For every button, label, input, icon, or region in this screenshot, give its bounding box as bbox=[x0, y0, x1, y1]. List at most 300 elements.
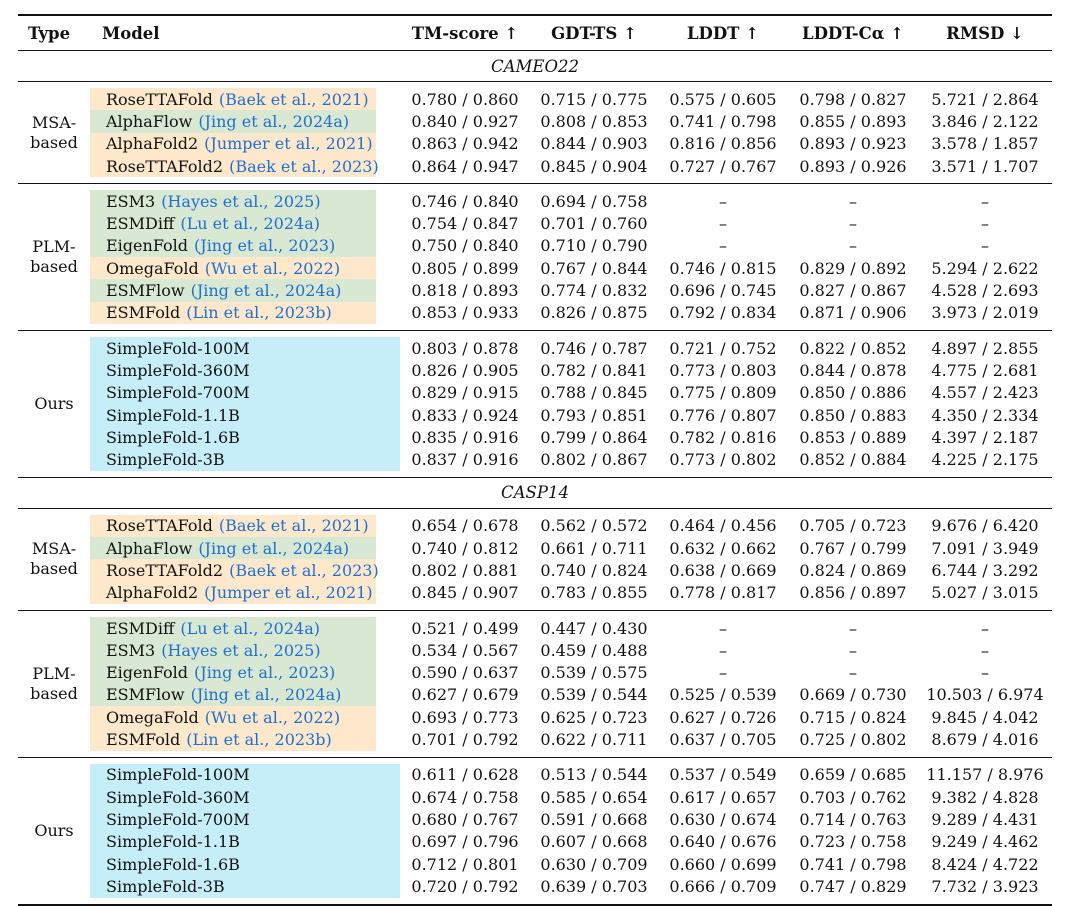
model-cell bbox=[90, 764, 400, 786]
lddt-cell: – bbox=[719, 663, 727, 683]
citation-link[interactable]: (Baek et al., 2023) bbox=[229, 560, 379, 580]
citation-link[interactable]: (Wu et al., 2022) bbox=[204, 258, 341, 278]
table-row bbox=[18, 426, 1052, 448]
group-type-label: Ours bbox=[34, 393, 74, 413]
table-row bbox=[18, 279, 1052, 301]
gdt-ts-cell: 0.694 / 0.758 bbox=[540, 191, 648, 211]
citation-link[interactable]: (Lu et al., 2024a) bbox=[180, 618, 320, 638]
lddt-cell: – bbox=[719, 191, 727, 211]
tm-score-cell: 0.534 / 0.567 bbox=[411, 640, 519, 660]
tm-score-cell: 0.864 / 0.947 bbox=[411, 156, 519, 176]
citation-link[interactable]: (Jing et al., 2024a) bbox=[198, 538, 350, 558]
table-row bbox=[18, 515, 1052, 537]
rmsd-cell: – bbox=[981, 640, 989, 660]
lddt-ca-cell: 0.714 / 0.763 bbox=[799, 809, 907, 829]
rmsd-cell: 3.578 / 1.857 bbox=[931, 134, 1039, 154]
model-name: SimpleFold-3B bbox=[106, 876, 225, 896]
model-cell bbox=[90, 706, 376, 728]
model-name: SimpleFold-360M bbox=[106, 360, 250, 380]
model-cell bbox=[90, 302, 376, 324]
table-row bbox=[18, 808, 1052, 830]
gdt-ts-cell: 0.782 / 0.841 bbox=[540, 360, 648, 380]
model-name: SimpleFold-700M bbox=[106, 809, 250, 829]
lddt-ca-cell: 0.844 / 0.878 bbox=[799, 360, 907, 380]
rmsd-cell: 3.846 / 2.122 bbox=[931, 111, 1039, 131]
rmsd-cell: 11.157 / 8.976 bbox=[926, 765, 1044, 785]
table-row bbox=[18, 684, 1052, 706]
tm-score-cell: 0.853 / 0.933 bbox=[411, 303, 519, 323]
citation-link[interactable]: (Baek et al., 2021) bbox=[218, 516, 369, 536]
table-row bbox=[18, 155, 1052, 177]
gdt-ts-cell: 0.793 / 0.851 bbox=[540, 405, 648, 425]
tm-score-cell: 0.590 / 0.637 bbox=[411, 663, 519, 683]
lddt-ca-cell: – bbox=[849, 663, 857, 683]
tm-score-cell: 0.750 / 0.840 bbox=[411, 236, 519, 256]
tm-score-cell: 0.611 / 0.628 bbox=[411, 765, 519, 785]
model-cell bbox=[90, 448, 400, 470]
table-row bbox=[18, 639, 1052, 661]
lddt-cell: 0.464 / 0.456 bbox=[669, 516, 777, 536]
table-row bbox=[18, 786, 1052, 808]
tm-score-cell: 0.837 / 0.916 bbox=[411, 450, 519, 470]
lddt-ca-cell: – bbox=[849, 640, 857, 660]
lddt-cell: 0.816 / 0.856 bbox=[669, 134, 777, 154]
tm-score-cell: 0.720 / 0.792 bbox=[411, 876, 519, 896]
gdt-ts-cell: 0.767 / 0.844 bbox=[540, 258, 648, 278]
citation-link[interactable]: (Jing et al., 2024a) bbox=[190, 685, 342, 705]
model-name: RoseTTAFold bbox=[106, 516, 213, 536]
lddt-ca-cell: 0.827 / 0.867 bbox=[799, 281, 907, 301]
row-group bbox=[18, 184, 1052, 330]
header-row bbox=[18, 16, 1052, 50]
model-name: SimpleFold-100M bbox=[106, 765, 250, 785]
lddt-ca-cell: – bbox=[849, 618, 857, 638]
lddt-cell: 0.778 / 0.817 bbox=[669, 583, 777, 603]
gdt-ts-cell: 0.591 / 0.668 bbox=[540, 809, 648, 829]
lddt-ca-cell: 0.822 / 0.852 bbox=[799, 338, 907, 358]
tm-score-cell: 0.701 / 0.792 bbox=[411, 730, 519, 750]
row-group bbox=[18, 509, 1052, 610]
citation-link[interactable]: (Baek et al., 2023) bbox=[229, 156, 379, 176]
model-name: OmegaFold bbox=[106, 707, 199, 727]
rmsd-cell: 6.744 / 3.292 bbox=[931, 560, 1039, 580]
lddt-ca-cell: 0.853 / 0.889 bbox=[799, 427, 907, 447]
table-row bbox=[18, 382, 1052, 404]
lddt-cell: 0.617 / 0.657 bbox=[669, 787, 777, 807]
gdt-ts-cell: 0.539 / 0.575 bbox=[540, 663, 648, 683]
gdt-ts-cell: 0.799 / 0.864 bbox=[540, 427, 648, 447]
lddt-cell: 0.721 / 0.752 bbox=[669, 338, 777, 358]
rmsd-cell: 9.289 / 4.431 bbox=[931, 809, 1039, 829]
lddt-ca-cell: – bbox=[849, 214, 857, 234]
tm-score-cell: 0.754 / 0.847 bbox=[411, 214, 519, 234]
model-name: AlphaFlow bbox=[106, 111, 193, 131]
citation-link[interactable]: (Jumper et al., 2021) bbox=[204, 583, 373, 603]
row-group bbox=[18, 331, 1052, 477]
lddt-ca-cell: 0.747 / 0.829 bbox=[799, 876, 907, 896]
tm-score-cell: 0.746 / 0.840 bbox=[411, 191, 519, 211]
table-row bbox=[18, 302, 1052, 324]
lddt-ca-cell: – bbox=[849, 236, 857, 256]
model-cell bbox=[90, 88, 376, 110]
table-row bbox=[18, 448, 1052, 470]
citation-link[interactable]: (Hayes et al., 2025) bbox=[161, 191, 321, 211]
gdt-ts-cell: 0.715 / 0.775 bbox=[540, 89, 648, 109]
gdt-ts-cell: 0.447 / 0.430 bbox=[540, 618, 648, 638]
tm-score-cell: 0.845 / 0.907 bbox=[411, 583, 519, 603]
model-cell bbox=[90, 382, 400, 404]
header-rmsd: RMSD ↓ bbox=[946, 23, 1024, 43]
gdt-ts-cell: 0.844 / 0.903 bbox=[540, 134, 648, 154]
model-cell bbox=[90, 190, 376, 212]
model-name: ESMDiff bbox=[106, 618, 175, 638]
header-lddt: LDDT ↑ bbox=[686, 23, 760, 43]
row-group bbox=[18, 82, 1052, 183]
rmsd-cell: 4.897 / 2.855 bbox=[931, 338, 1039, 358]
lddt-cell: 0.776 / 0.807 bbox=[669, 405, 777, 425]
citation-link[interactable]: (Jing et al., 2024a) bbox=[190, 281, 342, 301]
lddt-cell: 0.727 / 0.767 bbox=[669, 156, 777, 176]
table-row bbox=[18, 559, 1052, 581]
model-cell bbox=[90, 786, 400, 808]
tm-score-cell: 0.833 / 0.924 bbox=[411, 405, 519, 425]
model-cell bbox=[90, 559, 379, 581]
table-row bbox=[18, 257, 1052, 279]
header-gdt-ts: GDT-TS ↑ bbox=[551, 23, 637, 43]
model-name: SimpleFold-1.1B bbox=[106, 405, 240, 425]
lddt-ca-cell: 0.659 / 0.685 bbox=[799, 765, 907, 785]
tm-score-cell: 0.802 / 0.881 bbox=[411, 560, 519, 580]
header-tm-score: TM-score ↑ bbox=[411, 23, 519, 43]
tm-score-cell: 0.693 / 0.773 bbox=[411, 707, 519, 727]
rmsd-cell: 9.845 / 4.042 bbox=[931, 707, 1039, 727]
rmsd-cell: 4.557 / 2.423 bbox=[931, 383, 1039, 403]
table-row bbox=[18, 337, 1052, 359]
tm-score-cell: 0.740 / 0.812 bbox=[411, 538, 519, 558]
row-group bbox=[18, 758, 1052, 904]
model-cell bbox=[90, 617, 376, 639]
results-table bbox=[18, 14, 1052, 906]
gdt-ts-cell: 0.788 / 0.845 bbox=[540, 383, 648, 403]
group-type-label: MSA- based bbox=[30, 539, 78, 579]
header-lddt-ca: LDDT-Cα ↑ bbox=[801, 23, 904, 43]
table-row bbox=[18, 235, 1052, 257]
lddt-ca-cell: 0.871 / 0.906 bbox=[799, 303, 907, 323]
model-name: ESMFlow bbox=[106, 281, 185, 301]
rmsd-cell: – bbox=[981, 236, 989, 256]
lddt-cell: 0.630 / 0.674 bbox=[669, 809, 777, 829]
lddt-cell: 0.627 / 0.726 bbox=[669, 707, 777, 727]
tm-score-cell: 0.840 / 0.927 bbox=[411, 111, 519, 131]
lddt-ca-cell: 0.893 / 0.923 bbox=[799, 134, 907, 154]
lddt-cell: – bbox=[719, 236, 727, 256]
group-type-label: PLM- based bbox=[30, 663, 78, 703]
model-name: SimpleFold-1.1B bbox=[106, 832, 240, 852]
table-row bbox=[18, 190, 1052, 212]
citation-link[interactable]: (Wu et al., 2022) bbox=[204, 707, 341, 727]
table-row bbox=[18, 706, 1052, 728]
model-name: ESMFold bbox=[106, 730, 181, 750]
model-name: SimpleFold-1.6B bbox=[106, 854, 240, 874]
lddt-cell: – bbox=[719, 214, 727, 234]
gdt-ts-cell: 0.639 / 0.703 bbox=[540, 876, 648, 896]
tm-score-cell: 0.803 / 0.878 bbox=[411, 338, 519, 358]
lddt-ca-cell: 0.705 / 0.723 bbox=[799, 516, 907, 536]
lddt-ca-cell: 0.893 / 0.926 bbox=[799, 156, 907, 176]
gdt-ts-cell: 0.562 / 0.572 bbox=[540, 516, 648, 536]
model-name: EigenFold bbox=[106, 236, 189, 256]
model-cell bbox=[90, 582, 376, 604]
gdt-ts-cell: 0.746 / 0.787 bbox=[540, 338, 648, 358]
model-name: SimpleFold-1.6B bbox=[106, 427, 240, 447]
table-row bbox=[18, 582, 1052, 604]
lddt-ca-cell: 0.852 / 0.884 bbox=[799, 450, 907, 470]
lddt-ca-cell: 0.824 / 0.869 bbox=[799, 560, 907, 580]
model-cell bbox=[90, 515, 376, 537]
model-name: SimpleFold-3B bbox=[106, 450, 225, 470]
tm-score-cell: 0.805 / 0.899 bbox=[411, 258, 519, 278]
rmsd-cell: 8.424 / 4.722 bbox=[931, 854, 1039, 874]
lddt-ca-cell: 0.715 / 0.824 bbox=[799, 707, 907, 727]
rmsd-cell: 7.091 / 3.949 bbox=[931, 538, 1039, 558]
table-row bbox=[18, 88, 1052, 110]
model-name: SimpleFold-700M bbox=[106, 383, 250, 403]
lddt-ca-cell: 0.703 / 0.762 bbox=[799, 787, 907, 807]
model-cell bbox=[90, 404, 400, 426]
rmsd-cell: 8.679 / 4.016 bbox=[931, 730, 1039, 750]
gdt-ts-cell: 0.513 / 0.544 bbox=[540, 765, 648, 785]
model-cell bbox=[90, 875, 400, 897]
lddt-cell: 0.746 / 0.815 bbox=[669, 258, 777, 278]
model-cell bbox=[90, 639, 376, 661]
tm-score-cell: 0.780 / 0.860 bbox=[411, 89, 519, 109]
lddt-cell: 0.782 / 0.816 bbox=[669, 427, 777, 447]
model-cell bbox=[90, 537, 376, 559]
gdt-ts-cell: 0.622 / 0.711 bbox=[540, 730, 648, 750]
model-name: ESMDiff bbox=[106, 214, 175, 234]
model-name: ESMFold bbox=[106, 303, 181, 323]
rmsd-cell: – bbox=[981, 191, 989, 211]
lddt-cell: 0.792 / 0.834 bbox=[669, 303, 777, 323]
model-name: SimpleFold-100M bbox=[106, 338, 250, 358]
table-row bbox=[18, 831, 1052, 853]
gdt-ts-cell: 0.539 / 0.544 bbox=[540, 685, 648, 705]
lddt-ca-cell: 0.850 / 0.883 bbox=[799, 405, 907, 425]
tm-score-cell: 0.818 / 0.893 bbox=[411, 281, 519, 301]
lddt-cell: 0.632 / 0.662 bbox=[669, 538, 777, 558]
table-row bbox=[18, 875, 1052, 897]
citation-link[interactable]: (Baek et al., 2021) bbox=[218, 89, 369, 109]
table-body bbox=[18, 51, 1052, 904]
rmsd-cell: – bbox=[981, 214, 989, 234]
rmsd-cell: – bbox=[981, 618, 989, 638]
citation-link[interactable]: (Jing et al., 2023) bbox=[194, 236, 336, 256]
tm-score-cell: 0.826 / 0.905 bbox=[411, 360, 519, 380]
lddt-ca-cell: 0.725 / 0.802 bbox=[799, 730, 907, 750]
gdt-ts-cell: 0.845 / 0.904 bbox=[540, 156, 648, 176]
lddt-cell: 0.773 / 0.803 bbox=[669, 360, 777, 380]
model-cell bbox=[90, 831, 400, 853]
citation-link[interactable]: (Lin et al., 2023b) bbox=[186, 730, 332, 750]
lddt-cell: 0.775 / 0.809 bbox=[669, 383, 777, 403]
model-cell bbox=[90, 212, 376, 234]
header-model: Model bbox=[102, 23, 160, 43]
model-name: ESM3 bbox=[106, 191, 156, 211]
lddt-ca-cell: 0.767 / 0.799 bbox=[799, 538, 907, 558]
lddt-cell: 0.773 / 0.802 bbox=[669, 450, 777, 470]
lddt-cell: 0.640 / 0.676 bbox=[669, 832, 777, 852]
table-row bbox=[18, 359, 1052, 381]
rmsd-cell: 4.528 / 2.693 bbox=[931, 281, 1039, 301]
lddt-cell: – bbox=[719, 618, 727, 638]
rmsd-cell: 5.027 / 3.015 bbox=[931, 583, 1039, 603]
gdt-ts-cell: 0.808 / 0.853 bbox=[540, 111, 648, 131]
gdt-ts-cell: 0.630 / 0.709 bbox=[540, 854, 648, 874]
tm-score-cell: 0.627 / 0.679 bbox=[411, 685, 519, 705]
section-title: CAMEO22 bbox=[490, 56, 579, 76]
table-row bbox=[18, 537, 1052, 559]
gdt-ts-cell: 0.701 / 0.760 bbox=[540, 214, 648, 234]
gdt-ts-cell: 0.625 / 0.723 bbox=[540, 707, 648, 727]
gdt-ts-cell: 0.740 / 0.824 bbox=[540, 560, 648, 580]
gdt-ts-cell: 0.661 / 0.711 bbox=[540, 538, 648, 558]
model-cell bbox=[90, 257, 376, 279]
model-cell bbox=[90, 426, 400, 448]
group-type-label: Ours bbox=[34, 820, 74, 840]
gdt-ts-cell: 0.459 / 0.488 bbox=[540, 640, 648, 660]
rmsd-cell: 9.249 / 4.462 bbox=[931, 832, 1039, 852]
citation-link[interactable]: (Lu et al., 2024a) bbox=[180, 214, 320, 234]
lddt-ca-cell: 0.855 / 0.893 bbox=[799, 111, 907, 131]
tm-score-cell: 0.521 / 0.499 bbox=[411, 618, 519, 638]
citation-link[interactable]: (Jumper et al., 2021) bbox=[204, 134, 373, 154]
lddt-cell: 0.660 / 0.699 bbox=[669, 854, 777, 874]
model-cell bbox=[90, 359, 400, 381]
tm-score-cell: 0.829 / 0.915 bbox=[411, 383, 519, 403]
model-cell bbox=[90, 133, 376, 155]
section-title: CASP14 bbox=[501, 483, 569, 503]
lddt-ca-cell: 0.850 / 0.886 bbox=[799, 383, 907, 403]
group-type-label: PLM- based bbox=[30, 237, 78, 277]
rmsd-cell: 5.721 / 2.864 bbox=[931, 89, 1039, 109]
model-name: RoseTTAFold bbox=[106, 89, 213, 109]
model-cell bbox=[90, 110, 376, 132]
lddt-cell: 0.638 / 0.669 bbox=[669, 560, 777, 580]
rmsd-cell: 4.350 / 2.334 bbox=[931, 405, 1039, 425]
model-name: EigenFold bbox=[106, 663, 189, 683]
model-cell bbox=[90, 235, 376, 257]
rmsd-cell: 4.225 / 2.175 bbox=[931, 450, 1039, 470]
model-cell bbox=[90, 808, 400, 830]
model-cell bbox=[90, 662, 376, 684]
rmsd-cell: – bbox=[981, 663, 989, 683]
gdt-ts-cell: 0.774 / 0.832 bbox=[540, 281, 648, 301]
gdt-ts-cell: 0.783 / 0.855 bbox=[540, 583, 648, 603]
lddt-ca-cell: 0.829 / 0.892 bbox=[799, 258, 907, 278]
rmsd-cell: 3.571 / 1.707 bbox=[931, 156, 1039, 176]
model-cell bbox=[90, 728, 376, 750]
table-row bbox=[18, 853, 1052, 875]
table-row bbox=[18, 617, 1052, 639]
lddt-ca-cell: 0.856 / 0.897 bbox=[799, 583, 907, 603]
table-row bbox=[18, 764, 1052, 786]
lddt-cell: 0.525 / 0.539 bbox=[669, 685, 777, 705]
citation-link[interactable]: (Lin et al., 2023b) bbox=[186, 303, 332, 323]
lddt-ca-cell: – bbox=[849, 191, 857, 211]
table-row bbox=[18, 110, 1052, 132]
lddt-ca-cell: 0.798 / 0.827 bbox=[799, 89, 907, 109]
model-name: AlphaFlow bbox=[106, 538, 193, 558]
table-row bbox=[18, 133, 1052, 155]
tm-score-cell: 0.712 / 0.801 bbox=[411, 854, 519, 874]
table-row bbox=[18, 662, 1052, 684]
tm-score-cell: 0.835 / 0.916 bbox=[411, 427, 519, 447]
tm-score-cell: 0.863 / 0.942 bbox=[411, 134, 519, 154]
model-cell bbox=[90, 337, 400, 359]
lddt-ca-cell: 0.669 / 0.730 bbox=[799, 685, 907, 705]
lddt-cell: 0.575 / 0.605 bbox=[669, 89, 777, 109]
citation-link[interactable]: (Jing et al., 2024a) bbox=[198, 111, 350, 131]
rmsd-cell: 9.382 / 4.828 bbox=[931, 787, 1039, 807]
model-name: ESMFlow bbox=[106, 685, 185, 705]
lddt-cell: 0.666 / 0.709 bbox=[669, 876, 777, 896]
table-row bbox=[18, 404, 1052, 426]
model-name: SimpleFold-360M bbox=[106, 787, 250, 807]
model-name: OmegaFold bbox=[106, 258, 199, 278]
model-cell bbox=[90, 684, 376, 706]
tm-score-cell: 0.680 / 0.767 bbox=[411, 809, 519, 829]
tm-score-cell: 0.674 / 0.758 bbox=[411, 787, 519, 807]
model-name: AlphaFold2 bbox=[106, 583, 199, 603]
model-cell bbox=[90, 279, 376, 301]
model-name: RoseTTAFold2 bbox=[106, 156, 224, 176]
citation-link[interactable]: (Jing et al., 2023) bbox=[194, 663, 336, 683]
row-group bbox=[18, 611, 1052, 757]
lddt-cell: 0.537 / 0.549 bbox=[669, 765, 777, 785]
gdt-ts-cell: 0.802 / 0.867 bbox=[540, 450, 648, 470]
table-row bbox=[18, 212, 1052, 234]
gdt-ts-cell: 0.607 / 0.668 bbox=[540, 832, 648, 852]
lddt-ca-cell: 0.741 / 0.798 bbox=[799, 854, 907, 874]
model-name: ESM3 bbox=[106, 640, 156, 660]
lddt-cell: 0.696 / 0.745 bbox=[669, 281, 777, 301]
header-type: Type bbox=[28, 23, 71, 43]
bottom-rule bbox=[18, 904, 1052, 906]
model-cell bbox=[90, 155, 379, 177]
model-cell bbox=[90, 853, 400, 875]
rmsd-cell: 7.732 / 3.923 bbox=[931, 876, 1039, 896]
rmsd-cell: 4.397 / 2.187 bbox=[931, 427, 1039, 447]
model-name: RoseTTAFold2 bbox=[106, 560, 224, 580]
lddt-cell: 0.637 / 0.705 bbox=[669, 730, 777, 750]
gdt-ts-cell: 0.710 / 0.790 bbox=[540, 236, 648, 256]
tm-score-cell: 0.654 / 0.678 bbox=[411, 516, 519, 536]
rmsd-cell: 10.503 / 6.974 bbox=[926, 685, 1044, 705]
model-name: AlphaFold2 bbox=[106, 134, 199, 154]
rmsd-cell: 5.294 / 2.622 bbox=[931, 258, 1039, 278]
rmsd-cell: 4.775 / 2.681 bbox=[931, 360, 1039, 380]
gdt-ts-cell: 0.585 / 0.654 bbox=[540, 787, 648, 807]
lddt-ca-cell: 0.723 / 0.758 bbox=[799, 832, 907, 852]
group-type-label: MSA- based bbox=[30, 112, 78, 152]
rmsd-cell: 3.973 / 2.019 bbox=[931, 303, 1039, 323]
tm-score-cell: 0.697 / 0.796 bbox=[411, 832, 519, 852]
lddt-cell: – bbox=[719, 640, 727, 660]
citation-link[interactable]: (Hayes et al., 2025) bbox=[161, 640, 321, 660]
table-row bbox=[18, 728, 1052, 750]
rmsd-cell: 9.676 / 6.420 bbox=[931, 516, 1039, 536]
gdt-ts-cell: 0.826 / 0.875 bbox=[540, 303, 648, 323]
